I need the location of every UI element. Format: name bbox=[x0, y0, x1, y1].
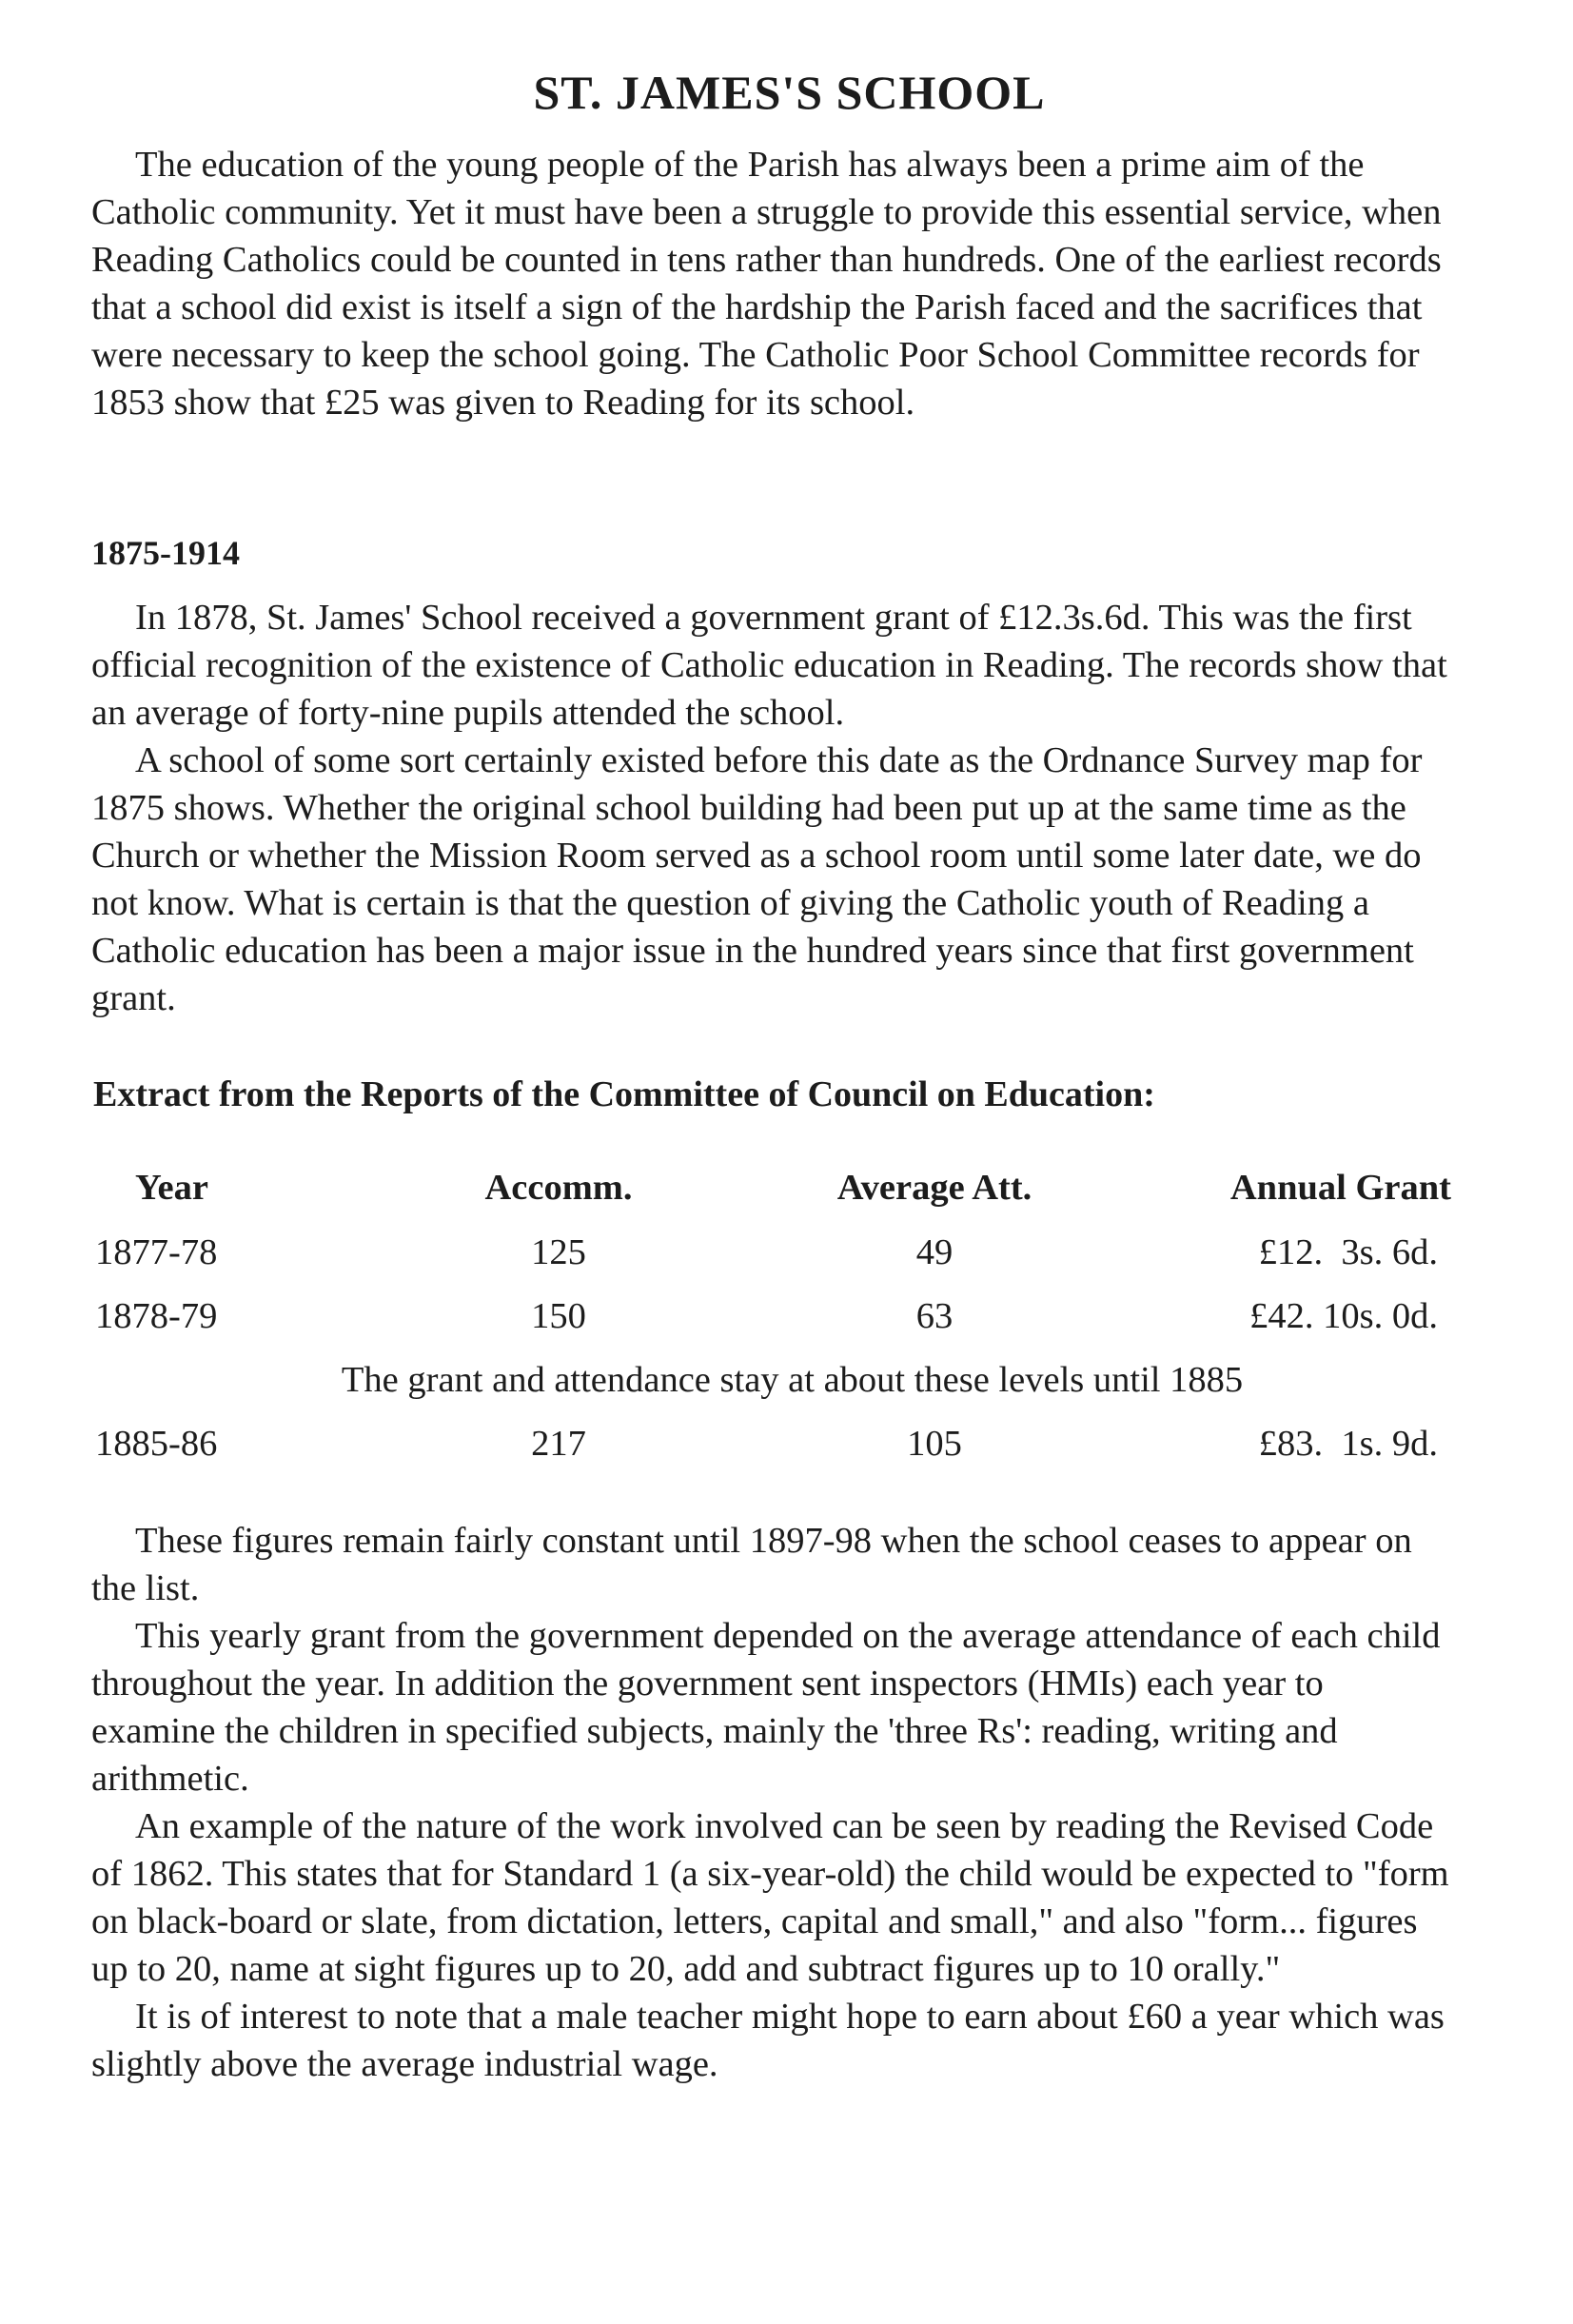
closing-section bbox=[91, 1517, 1449, 2088]
section-heading: 1875-1914 bbox=[91, 534, 240, 572]
table-header-row bbox=[95, 1165, 1451, 1220]
cell-annual-grant: £42. 10s. 0d. bbox=[1249, 1295, 1438, 1336]
cell-year: 1885-86 bbox=[95, 1423, 218, 1464]
closing-paragraph: It is of interest to note that a male teacher might hope to earn about £60 a year which was slightly above the average industrial wage. bbox=[91, 1997, 1445, 2084]
table-note-row bbox=[95, 1348, 1451, 1411]
intro-paragraph: The education of the young people of the Parish has always been a prime aim of the Catholic community. Yet it must have been a struggle to provide this essential service, when Reading Catholics could be counted in tens rather than hundreds. One of the earliest records that a school did exist is itself a sign of the hardship the Parish faced and the sacrifices that were necessary to keep the school going. The Catholic Poor School Committee records for 1853 show that £25 was given to Reading for its school. bbox=[91, 145, 1442, 423]
table-caption: Extract from the Reports of the Committee of Council on Education: bbox=[93, 1074, 1155, 1114]
education-grant-table bbox=[95, 1165, 1451, 1475]
cell-annual-grant: £12. 3s. 6d. bbox=[1258, 1231, 1438, 1272]
cell-average-attendance: 105 bbox=[907, 1423, 962, 1464]
table-row bbox=[95, 1411, 1451, 1475]
header-accommodation: Accomm. bbox=[484, 1168, 633, 1208]
closing-paragraph: These figures remain fairly constant until 1897-98 when the school ceases to appear on the list. bbox=[91, 1521, 1412, 1608]
cell-average-attendance: 49 bbox=[915, 1231, 954, 1272]
table-row bbox=[95, 1220, 1451, 1284]
header-annual-grant: Annual Grant bbox=[1229, 1168, 1451, 1208]
closing-paragraph: This yearly grant from the government depended on the average attendance of each child throughout the year. In addition the government sent inspectors (HMIs) each year to examine the children in specified subjects, mainly the 'three Rs': reading, writing and arithmetic. bbox=[91, 1616, 1441, 1799]
section-paragraph: In 1878, St. James' School received a government grant of £12.3s.6d. This was the first official recognition of the existence of Catholic education in Reading. The records show that an average of forty-nine pupils attended the school. bbox=[91, 598, 1447, 733]
section-paragraph: A school of some sort certainly existed before this date as the Ordnance Survey map for 1875 shows. Whether the original school building had been put up at the same time as the Church or whether the Mission Room served as a school room until some later date, we do not know. What is certain is that the question of giving the Catholic youth of Reading a Catholic education has been a major issue in the hundred years since that first government grant. bbox=[91, 740, 1423, 1018]
cell-accommodation: 217 bbox=[531, 1423, 586, 1464]
cell-average-attendance: 63 bbox=[915, 1295, 954, 1336]
cell-year: 1877-78 bbox=[95, 1231, 218, 1272]
table-row bbox=[95, 1284, 1451, 1348]
cell-year: 1878-79 bbox=[95, 1295, 218, 1336]
cell-annual-grant: £83. 1s. 9d. bbox=[1258, 1423, 1438, 1464]
cell-accommodation: 150 bbox=[531, 1295, 586, 1336]
header-year: Year bbox=[135, 1168, 208, 1208]
closing-paragraph: An example of the nature of the work involved can be seen by reading the Revised Code of 1862. This states that for Standard 1 (a six-year-old) the child would be expected to "form on black-board or slate, from dictation, letters, capital and small," and also "form... figures up to 20, name at sight figures up to 20, add and subtract figures up to 10 orally." bbox=[91, 1806, 1449, 1989]
header-average-attendance: Average Att. bbox=[836, 1168, 1032, 1208]
table-note: The grant and attendance stay at about these levels until 1885 bbox=[341, 1359, 1244, 1400]
cell-accommodation: 125 bbox=[531, 1231, 586, 1272]
page-title: ST. JAMES'S SCHOOL bbox=[533, 66, 1046, 119]
